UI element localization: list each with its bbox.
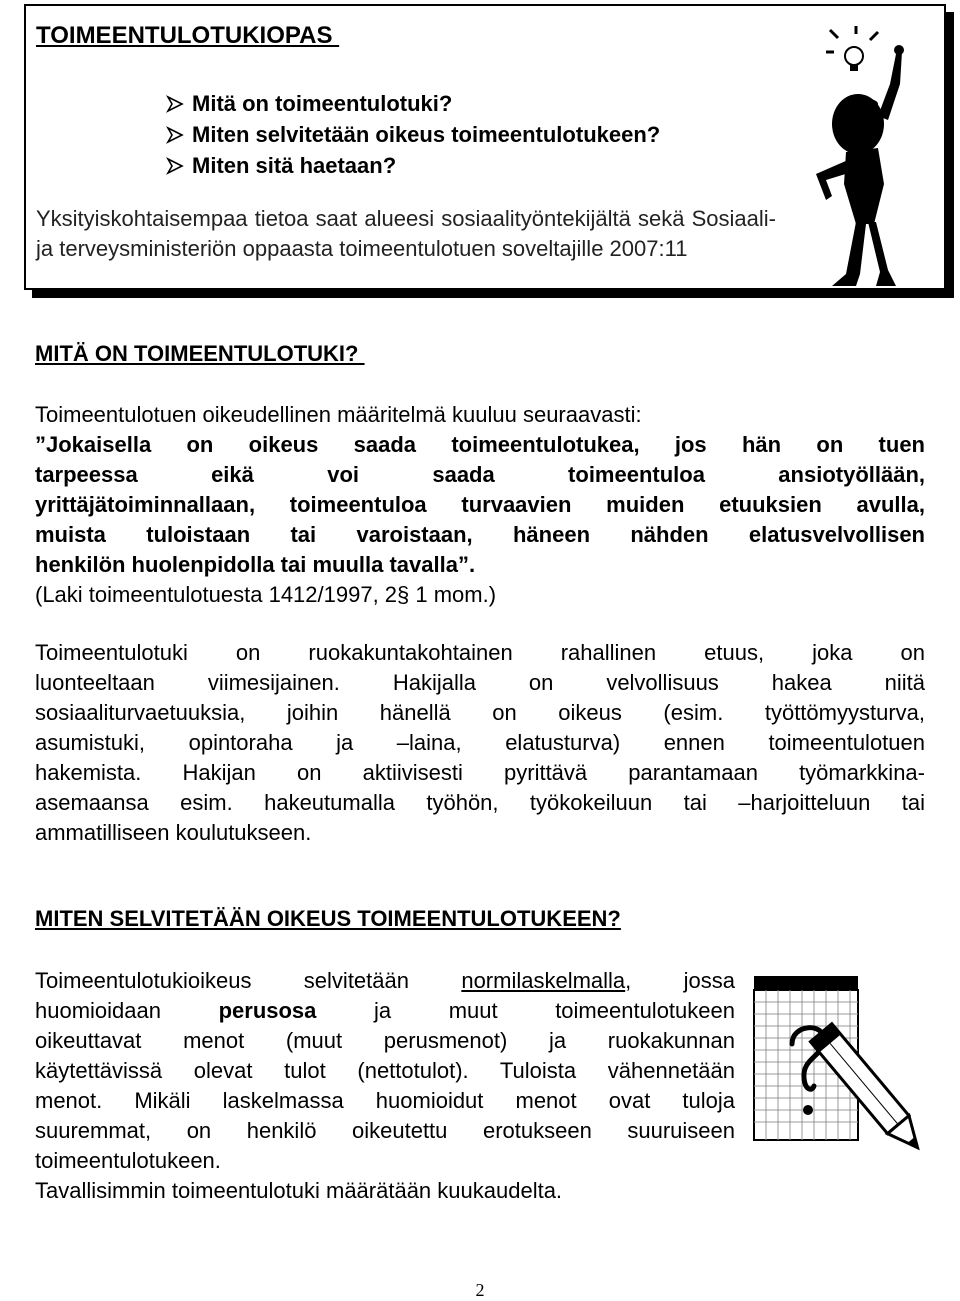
section-heading-how-determined: MITEN SELVITETÄÄN OIKEUS TOIMEENTULOTUKEEN? [35, 906, 621, 931]
quote-line: ”Jokaisella on oikeus saada toimeentulotukea, jos hän on tuen [35, 432, 925, 457]
paragraph-line: huomioidaan perusosa ja muut toimeentulotukeen [35, 998, 735, 1023]
quote-line: yrittäjätoiminnallaan, toimeentuloa turvaavien muiden etuuksien avulla, [35, 492, 925, 517]
quote-line: muista tuloistaan tai varoistaan, häneen nähden elatusvelvollisen [35, 522, 925, 547]
arrow-bullet-icon [166, 126, 192, 144]
section-heading-what-is: MITÄ ON TOIMEENTULOTUKI? [35, 341, 365, 366]
guide-title: TOIMEENTULOTUKIOPAS [36, 22, 340, 49]
topic-bullet-list [166, 88, 660, 181]
arrow-bullet-icon [166, 95, 192, 113]
explanation-paragraph [35, 638, 925, 848]
paragraph-line: asumistuki, opintoraha ja –laina, elatusturva) ennen toimeentulotuen [35, 730, 925, 755]
paragraph-line: käytettävissä olevat tulot (nettotulot). Tuloista vähennetään [35, 1058, 735, 1083]
bullet-item [166, 150, 660, 181]
definition-block [35, 400, 925, 610]
bullet-text: Miten selvitetään oikeus toimeentulotukeen? [192, 121, 661, 147]
bullet-text: Miten sitä haetaan? [192, 152, 397, 178]
calculation-paragraph [35, 966, 735, 1206]
quote-line: tarpeessa eikä voi saada toimeentuloa ansiotyöllään, [35, 462, 925, 487]
paragraph-line: asemaansa esim. hakeutumalla työhön, työkokeiluun tai –harjoitteluun tai [35, 790, 925, 815]
guide-summary-box [24, 4, 946, 290]
perusosa-term: perusosa [218, 998, 317, 1023]
info-note: Yksityiskohtaisempaa tietoa saat alueesi sosiaalityöntekijältä sekä Sosiaali- ja terveysministeriön oppaasta toimeentulotuen soveltajille 2007:11 [36, 206, 776, 261]
paragraph-line: oikeuttavat menot (muut perusmenot) ja ruokakunnan [35, 1028, 735, 1053]
paragraph-line: luonteeltaan viimesijainen. Hakijalla on velvollisuus hakea niitä [35, 670, 925, 695]
final-sentence: Tavallisimmin toimeentulotuki määrätään kuukaudelta. [35, 1178, 563, 1203]
paragraph-line: Toimeentulotukioikeus selvitetään normilaskelmalla, jossa [35, 968, 735, 993]
paragraph-line: sosiaaliturvaetuuksia, joihin hänellä on oikeus (esim. työttömyysturva, [35, 700, 925, 725]
law-citation: (Laki toimeentulotuesta 1412/1997, 2§ 1 mom.) [35, 582, 497, 607]
bullet-item [166, 119, 660, 150]
notepad-pencil-question-icon [752, 974, 932, 1179]
page-number: 2 [475, 1280, 485, 1300]
paragraph-line: toimeentulotukeen. [35, 1148, 221, 1173]
paragraph-line: Toimeentulotuki on ruokakuntakohtainen rahallinen etuus, joka on [35, 640, 925, 665]
normilaskelma-term: normilaskelmalla [461, 968, 626, 993]
quote-line: henkilön huolenpidolla tai muulla tavalla”. [35, 552, 476, 577]
bullet-item [166, 88, 660, 119]
definition-intro: Toimeentulotuen oikeudellinen määritelmä kuuluu seuraavasti: [35, 402, 642, 427]
arrow-bullet-icon [166, 157, 192, 175]
paragraph-line: suuremmat, on henkilö oikeutettu erotukseen suuruiseen [35, 1118, 735, 1143]
paragraph-line: menot. Mikäli laskelmassa huomioidut menot ovat tuloja [35, 1088, 735, 1113]
thinking-man-lightbulb-icon [796, 24, 946, 299]
paragraph-line: hakemista. Hakijan on aktiivisesti pyrittävä parantamaan työmarkkina- [35, 760, 925, 785]
paragraph-line: ammatilliseen koulutukseen. [35, 820, 312, 845]
bullet-text: Mitä on toimeentulotuki? [192, 90, 453, 116]
